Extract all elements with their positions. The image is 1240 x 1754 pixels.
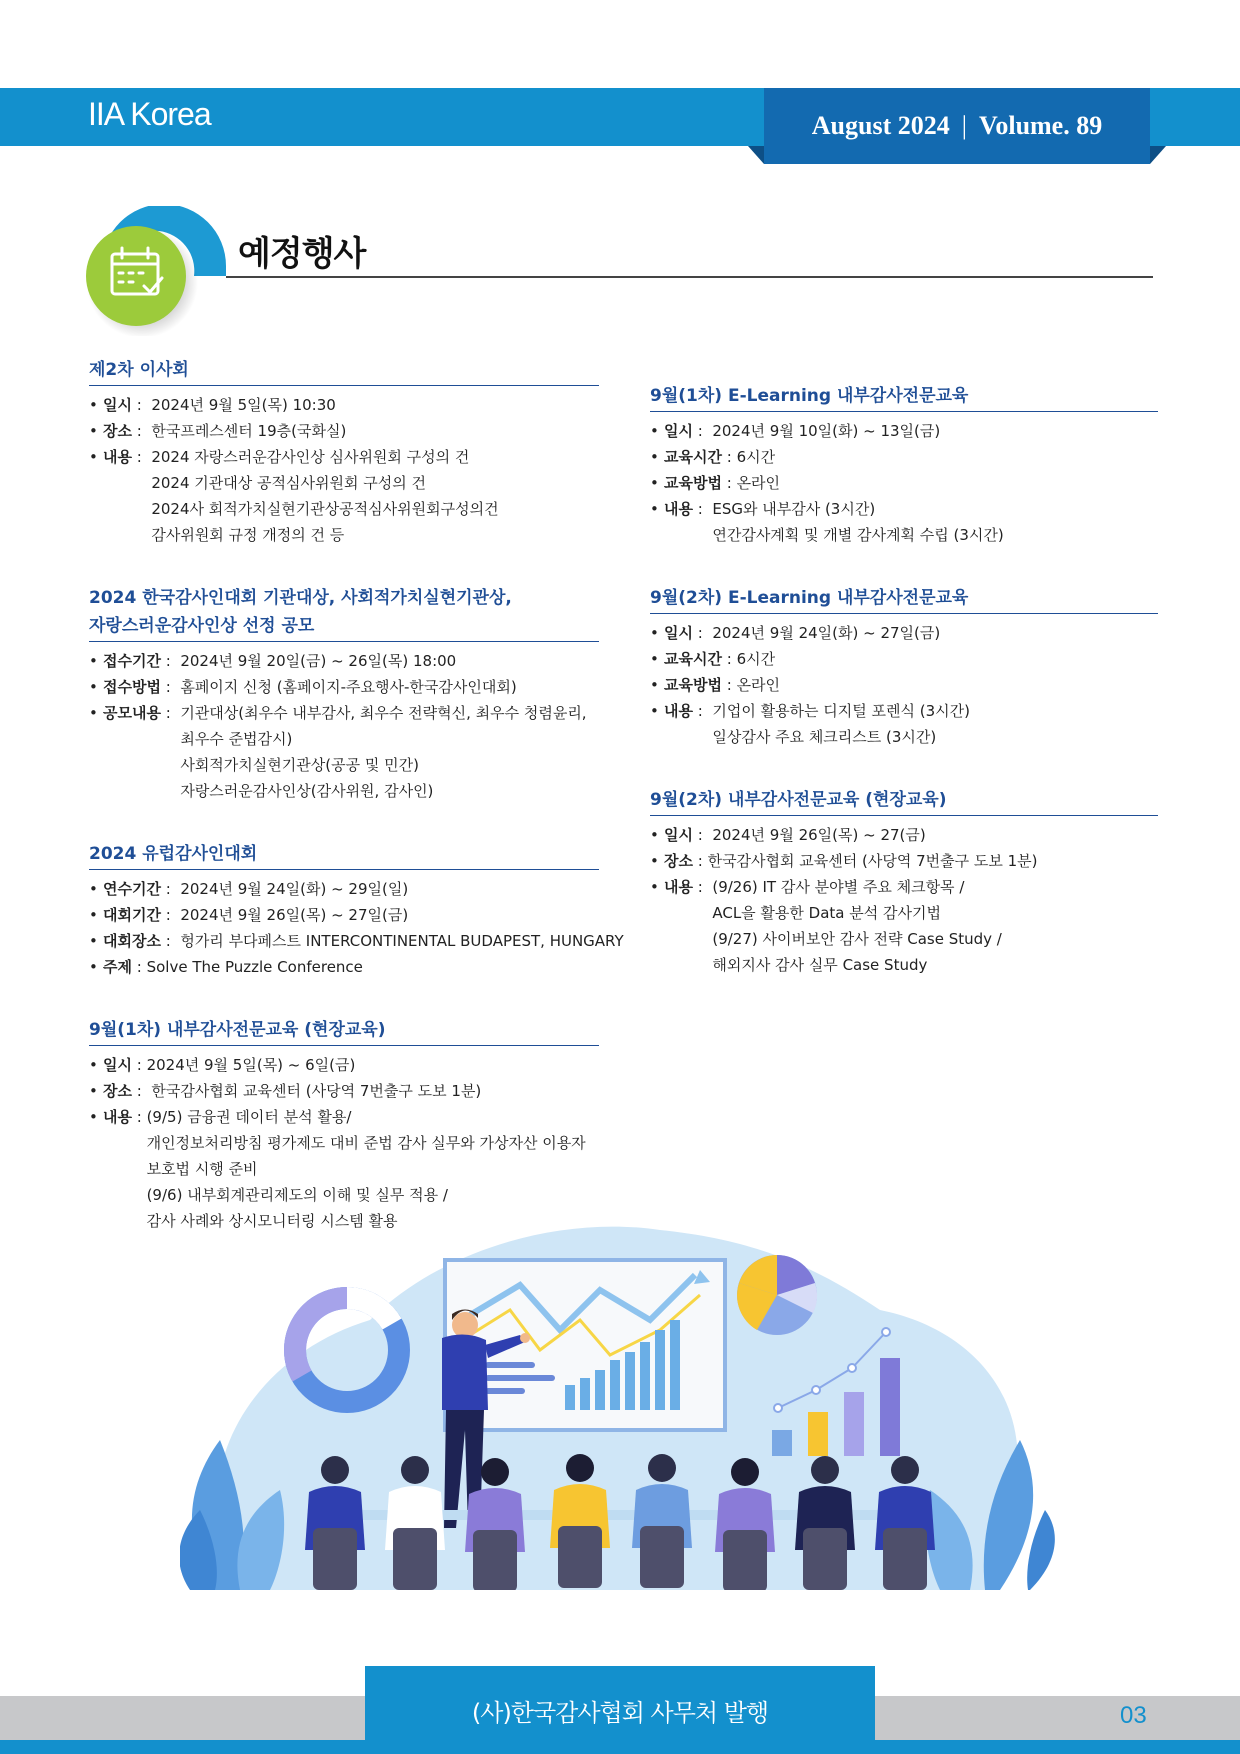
event-section-title <box>89 840 599 870</box>
detail-value-line: 사회적가치실현기관상(공공 및 민간) <box>180 756 419 774</box>
event-section-title <box>89 584 599 642</box>
event-title-line: 제2차 이사회 <box>89 360 189 380</box>
detail-value-line: 감사 사례와 상시모니터링 시스템 활용 <box>146 1212 398 1230</box>
detail-label: 교육시간 <box>664 448 722 466</box>
bullet-icon: • <box>650 474 659 492</box>
detail-values <box>147 1052 599 1078</box>
detail-value-line: 기관대상(최우수 내부감사, 최우수 전략혁신, 최우수 청렴윤리, <box>180 704 587 722</box>
event-detail-row <box>89 928 624 954</box>
event-section-title <box>650 786 1158 816</box>
detail-value-line: 한국감사협회 교육센터 (사당역 7번출구 도보 1분) <box>707 852 1038 870</box>
detail-colon: : <box>131 396 152 414</box>
detail-values <box>147 954 599 980</box>
detail-values <box>712 496 1158 548</box>
detail-value-line: 연간감사계획 및 개별 감사계획 수립 (3시간) <box>712 526 1004 544</box>
detail-values <box>737 470 1158 496</box>
detail-value-line: 기업이 활용하는 디지털 포렌식 (3시간) <box>712 702 971 720</box>
detail-values <box>712 620 1158 646</box>
calendar-check-icon <box>84 206 234 336</box>
presentation-meeting-illustration <box>180 1210 1060 1590</box>
detail-value-line: 2024년 9월 5일(목) 10:30 <box>151 396 336 414</box>
detail-label: 일시 <box>103 396 132 414</box>
detail-value-line: 일상감사 주요 체크리스트 (3시간) <box>712 728 937 746</box>
bullet-icon: • <box>650 702 659 720</box>
detail-value-line: (9/27) 사이버보안 감사 전략 Case Study / <box>712 930 1002 948</box>
event-section <box>650 382 1158 548</box>
detail-value-line: 2024년 9월 24일(화) ~ 29일(일) <box>180 880 409 898</box>
bullet-icon: • <box>650 676 659 694</box>
detail-value-line: 최우수 준법감시) <box>180 730 293 748</box>
event-section-title <box>650 584 1158 614</box>
page-title: 예정행사 <box>238 234 366 274</box>
detail-colon: : <box>131 1082 152 1100</box>
detail-label: 일시 <box>664 422 693 440</box>
event-title-line: 자랑스러운감사인상 선정 공모 <box>89 616 315 636</box>
bullet-icon: • <box>89 1056 98 1074</box>
detail-label: 일시 <box>103 1056 132 1074</box>
detail-colon: : <box>131 958 147 976</box>
event-detail-row <box>89 648 599 674</box>
event-title-line: 9월(1차) 내부감사전문교육 (현장교육) <box>89 1020 386 1040</box>
bullet-icon: • <box>89 652 98 670</box>
detail-value-line: (9/26) IT 감사 분야별 주요 체크항목 / <box>712 878 965 896</box>
bullet-icon: • <box>650 878 659 896</box>
detail-value-line: 감사위원회 규정 개정의 건 등 <box>151 526 345 544</box>
event-detail-row <box>650 874 1158 978</box>
event-detail-row <box>650 646 1158 672</box>
bullet-icon: • <box>89 448 98 466</box>
detail-label: 연수기간 <box>103 880 161 898</box>
detail-colon: : <box>160 906 181 924</box>
detail-values <box>180 876 599 902</box>
detail-label: 일시 <box>664 826 693 844</box>
event-title-line: 9월(2차) E-Learning 내부감사전문교육 <box>650 588 969 608</box>
detail-colon: : <box>692 826 713 844</box>
detail-values <box>180 648 599 674</box>
detail-label: 접수기간 <box>103 652 161 670</box>
detail-value-line: 보호법 시행 준비 <box>146 1160 258 1178</box>
detail-label: 내용 <box>664 878 693 896</box>
detail-label: 교육방법 <box>664 474 722 492</box>
detail-value-line: 6시간 <box>736 448 776 466</box>
bullet-icon: • <box>89 1082 98 1100</box>
event-detail-row <box>89 444 599 548</box>
bullet-icon: • <box>89 932 98 950</box>
event-title-line: 9월(2차) 내부감사전문교육 (현장교육) <box>650 790 947 810</box>
detail-value-line: 한국감사협회 교육센터 (사당역 7번출구 도보 1분) <box>151 1082 482 1100</box>
detail-label: 내용 <box>103 1108 132 1126</box>
event-detail-row <box>650 444 1158 470</box>
detail-label: 내용 <box>103 448 132 466</box>
event-section <box>89 840 624 980</box>
detail-label: 교육시간 <box>664 650 722 668</box>
event-detail-row <box>650 672 1158 698</box>
bullet-icon: • <box>89 958 98 976</box>
detail-colon: : <box>131 422 152 440</box>
detail-values <box>180 700 599 804</box>
event-section-title <box>89 1016 599 1046</box>
detail-colon: : <box>692 852 708 870</box>
issue-month: August 2024 <box>811 111 950 140</box>
event-detail-row <box>89 392 599 418</box>
detail-value-line: 2024년 9월 10일(화) ~ 13일(금) <box>712 422 941 440</box>
brand-logo-text: IIA Korea <box>88 96 211 132</box>
detail-colon: : <box>692 422 713 440</box>
detail-value-line: Solve The Puzzle Conference <box>146 958 363 976</box>
detail-values <box>180 928 623 954</box>
left-column <box>89 356 624 1270</box>
event-detail-row <box>89 876 599 902</box>
detail-values <box>712 874 1158 978</box>
event-title-line: 2024 한국감사인대회 기관대상, 사회적가치실현기관상, <box>89 588 512 608</box>
detail-values <box>180 902 599 928</box>
detail-colon: : <box>160 652 181 670</box>
detail-colon: : <box>692 624 713 642</box>
bullet-icon: • <box>650 826 659 844</box>
detail-value-line: 2024년 9월 20일(금) ~ 26일(목) 18:00 <box>180 652 457 670</box>
publisher-label: (사)한국감사협회 사무처 발행 <box>365 1666 875 1754</box>
bullet-icon: • <box>650 500 659 518</box>
event-section <box>89 584 599 804</box>
detail-colon: : <box>160 678 181 696</box>
detail-values <box>180 674 599 700</box>
detail-label: 장소 <box>664 852 693 870</box>
event-detail-row <box>650 848 1158 874</box>
detail-value-line: 2024사 회적가치실현기관상공적심사위원회구성의건 <box>151 500 499 518</box>
detail-values <box>151 418 599 444</box>
event-section <box>89 1016 599 1234</box>
detail-colon: : <box>721 448 737 466</box>
issue-separator: | <box>961 111 967 140</box>
detail-colon: : <box>131 448 152 466</box>
event-section-title <box>89 356 599 386</box>
detail-colon: : <box>721 650 737 668</box>
detail-value-line: 헝가리 부다페스트 INTERCONTINENTAL BUDAPEST, HUNGARY <box>180 932 624 950</box>
event-detail-row <box>650 470 1158 496</box>
detail-value-line: 2024 기관대상 공적심사위원회 구성의 건 <box>151 474 426 492</box>
bullet-icon: • <box>650 650 659 668</box>
event-detail-row <box>89 700 599 804</box>
detail-label: 일시 <box>664 624 693 642</box>
detail-values <box>712 698 1158 750</box>
event-detail-row <box>650 418 1158 444</box>
event-detail-row <box>650 496 1158 548</box>
detail-label: 대회장소 <box>103 932 161 950</box>
event-detail-row <box>89 902 599 928</box>
detail-label: 접수방법 <box>103 678 161 696</box>
detail-colon: : <box>160 932 181 950</box>
detail-values <box>151 392 599 418</box>
detail-value-line: 한국프레스센터 19층(국화실) <box>151 422 347 440</box>
ribbon-fold-left <box>748 146 764 164</box>
event-section <box>650 786 1158 978</box>
detail-value-line: 2024 자랑스러운감사인상 심사위원회 구성의 건 <box>151 448 470 466</box>
detail-value-line: 해외지사 감사 실무 Case Study <box>712 956 928 974</box>
detail-label: 교육방법 <box>664 676 722 694</box>
detail-value-line: 온라인 <box>736 676 781 694</box>
detail-colon: : <box>131 1108 147 1126</box>
bullet-icon: • <box>89 1108 98 1126</box>
detail-values <box>708 848 1158 874</box>
detail-colon: : <box>721 676 737 694</box>
event-detail-row <box>89 1078 599 1104</box>
event-detail-row <box>650 822 1158 848</box>
event-section-title <box>650 382 1158 412</box>
detail-value-line: (9/5) 금융권 데이터 분석 활용/ <box>146 1108 352 1126</box>
detail-value-line: 2024년 9월 5일(목) ~ 6일(금) <box>146 1056 356 1074</box>
event-detail-row <box>650 620 1158 646</box>
detail-label: 내용 <box>664 500 693 518</box>
page-number: 03 <box>1120 1702 1147 1729</box>
detail-value-line: (9/6) 내부회계관리제도의 이해 및 실무 적용 / <box>146 1186 448 1204</box>
detail-value-line: 2024년 9월 26일(목) ~ 27(금) <box>712 826 926 844</box>
event-section <box>89 356 599 548</box>
detail-label: 내용 <box>664 702 693 720</box>
detail-colon: : <box>692 500 713 518</box>
issue-volume: Volume. 89 <box>978 111 1103 140</box>
detail-colon: : <box>692 878 713 896</box>
right-column <box>650 382 1158 1014</box>
bullet-icon: • <box>89 422 98 440</box>
detail-value-line: 6시간 <box>736 650 776 668</box>
event-title-line: 9월(1차) E-Learning 내부감사전문교육 <box>650 386 969 406</box>
detail-colon: : <box>131 1056 147 1074</box>
ribbon-fold-right <box>1150 146 1166 164</box>
detail-values <box>737 444 1158 470</box>
bullet-icon: • <box>650 852 659 870</box>
detail-value-line: 2024년 9월 26일(목) ~ 27일(금) <box>180 906 409 924</box>
detail-colon: : <box>721 474 737 492</box>
event-detail-row <box>89 954 599 980</box>
detail-label: 공모내용 <box>103 704 161 722</box>
detail-values <box>151 444 599 548</box>
detail-values <box>737 646 1158 672</box>
event-detail-row <box>650 698 1158 750</box>
bullet-icon: • <box>650 624 659 642</box>
bullet-icon: • <box>89 678 98 696</box>
bullet-icon: • <box>650 448 659 466</box>
event-detail-row <box>89 1052 599 1078</box>
bullet-icon: • <box>89 396 98 414</box>
bullet-icon: • <box>650 422 659 440</box>
detail-value-line: 2024년 9월 24일(화) ~ 27일(금) <box>712 624 941 642</box>
detail-label: 대회기간 <box>103 906 161 924</box>
detail-value-line: ACL을 활용한 Data 분석 감사기법 <box>712 904 941 922</box>
detail-values <box>712 418 1158 444</box>
detail-colon: : <box>160 880 181 898</box>
bullet-icon: • <box>89 880 98 898</box>
detail-value-line: 온라인 <box>736 474 781 492</box>
detail-values <box>151 1078 599 1104</box>
bullet-icon: • <box>89 906 98 924</box>
detail-value-line: ESG와 내부감사 (3시간) <box>712 500 876 518</box>
detail-values <box>737 672 1158 698</box>
title-underline <box>226 276 1153 278</box>
detail-label: 장소 <box>103 422 132 440</box>
detail-value-line: 개인정보처리방침 평가제도 대비 준법 감사 실무와 가상자산 이용자 <box>146 1134 586 1152</box>
detail-label: 장소 <box>103 1082 132 1100</box>
bullet-icon: • <box>89 704 98 722</box>
issue-badge <box>764 88 1150 164</box>
detail-label: 주제 <box>103 958 132 976</box>
detail-value-line: 자랑스러운감사인상(감사위원, 감사인) <box>180 782 434 800</box>
event-title-line: 2024 유럽감사인대회 <box>89 844 258 864</box>
detail-colon: : <box>160 704 181 722</box>
detail-value-line: 홈페이지 신청 (홈페이지-주요행사-한국감사인대회) <box>180 678 517 696</box>
event-section <box>650 584 1158 750</box>
detail-values <box>712 822 1158 848</box>
event-detail-row <box>89 418 599 444</box>
detail-colon: : <box>692 702 713 720</box>
event-detail-row <box>89 674 599 700</box>
